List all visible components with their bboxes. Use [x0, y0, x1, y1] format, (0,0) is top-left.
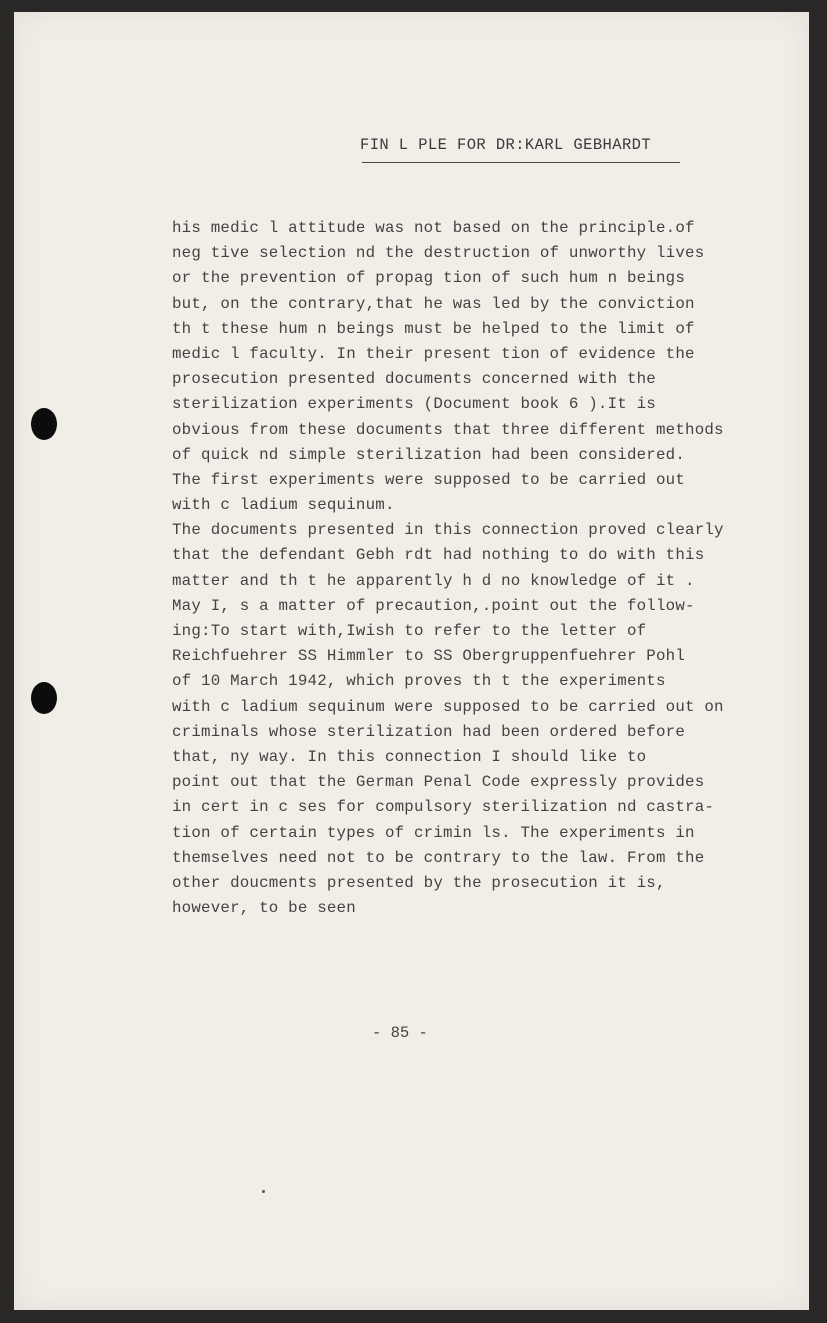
ink-speck	[262, 1190, 265, 1193]
page-number: - 85 -	[372, 1024, 428, 1042]
text-line: th t these hum n beings must be helped to the limit of	[172, 319, 695, 338]
text-line: however, to be seen	[172, 899, 356, 918]
text-line: prosecution presented documents concerned with the	[172, 370, 656, 389]
text-line: matter and th t he apparently h d no knowledge of it .	[172, 571, 695, 590]
text-line: with c ladium sequinum.	[172, 496, 395, 515]
text-line: in cert in c ses for compulsory sterilization nd castra-	[172, 798, 715, 817]
text-line: The documents presented in this connection proved clearly	[172, 521, 724, 540]
text-line: May I, s a matter of precaution,.point out the follow-	[172, 596, 695, 615]
text-line: that, ny way. In this connection I should like to	[172, 747, 647, 766]
text-line: The first experiments were supposed to be carried out	[172, 470, 686, 489]
text-line: or the prevention of propag tion of such hum n beings	[172, 269, 686, 288]
text-line: Reichfuehrer SS Himmler to SS Obergruppenfuehrer Pohl	[172, 647, 686, 666]
text-line: with c ladium sequinum were supposed to be carried out on	[172, 697, 724, 716]
text-line: that the defendant Gebh rdt had nothing to do with this	[172, 546, 705, 565]
text-line: of 10 March 1942, which proves th t the experiments	[172, 672, 666, 691]
document-body	[172, 216, 772, 921]
text-line: neg tive selection nd the destruction of unworthy lives	[172, 244, 705, 263]
document-title: FIN L PLE FOR DR:KARL GEBHARDT	[360, 136, 652, 154]
text-line: sterilization experiments (Document book 6 ).It is	[172, 395, 656, 414]
punch-hole	[31, 408, 57, 440]
text-line: criminals whose sterilization had been ordered before	[172, 722, 686, 741]
text-line: of quick nd simple sterilization had been considered.	[172, 445, 686, 464]
title-underline	[362, 162, 680, 163]
text-line: themselves need not to be contrary to the law. From the	[172, 848, 705, 867]
text-line: other doucments presented by the prosecution it is,	[172, 873, 666, 892]
text-line: his medic l attitude was not based on the principle.of	[172, 219, 695, 237]
text-line: tion of certain types of crimin ls. The experiments in	[172, 823, 695, 842]
text-line: obvious from these documents that three different methods	[172, 420, 724, 439]
text-line: ing:To start with,Iwish to refer to the letter of	[172, 622, 647, 640]
text-line: but, on the contrary,that he was led by the conviction	[172, 294, 695, 313]
text-line: point out that the German Penal Code expressly provides	[172, 773, 705, 792]
text-line: medic l faculty. In their present tion of evidence the	[172, 344, 695, 363]
punch-hole	[31, 682, 57, 714]
